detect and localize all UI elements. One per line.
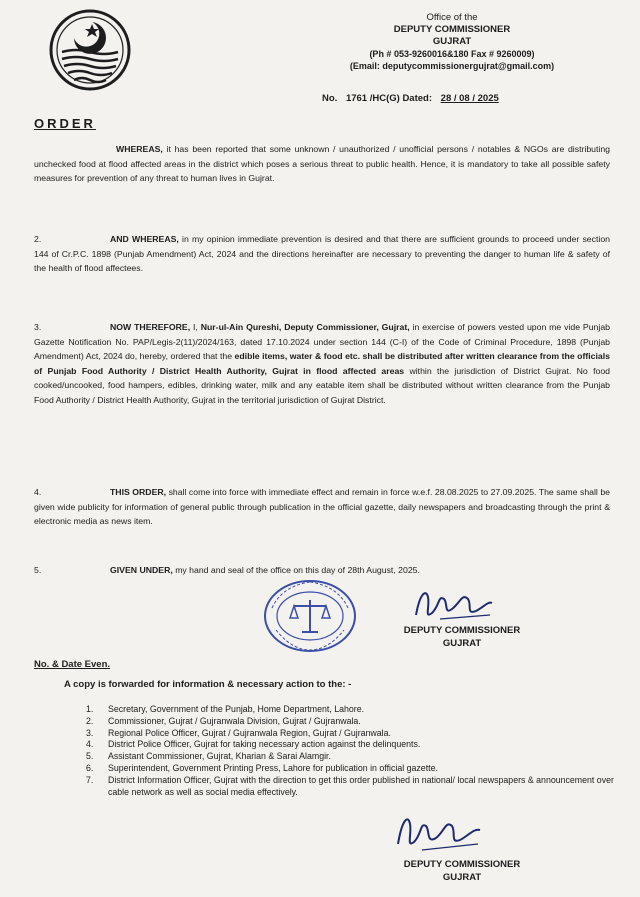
list-item: 4. District Police Officer, Gujrat for taking necessary action against the delinquents. [86, 739, 421, 750]
list-item: 2. Commissioner, Gujrat / Gujranwala Division, Gujrat / Gujranwala. [86, 715, 361, 726]
office-of-label: Office of the [426, 12, 478, 23]
list-item: 1. Secretary, Government of the Punjab, Home Department, Lahore. [86, 704, 365, 714]
paragraph-5 [34, 563, 610, 578]
office-title: DEPUTY COMMISSIONER [393, 24, 511, 35]
paragraph-1 [34, 142, 610, 186]
official-seal-stamp-icon [262, 578, 358, 654]
p3-text-b: in exercise of powers vested upon me vide Punjab Gazette Notification No. PAP/Legis-2(11)/2024/163, dated 17.10.2024 under section 144 (C-I) of the Code of Criminal Procedure, 1898 (Punjab Amendment) Act, 2024 do, hereby, ordered that the [34, 322, 610, 361]
p5-number: 5. [34, 565, 42, 575]
district-1: GUJRAT [442, 638, 482, 649]
office-district: GUJRAT [432, 36, 472, 47]
p2-text: in my opinion immediate prevention is desired and that there are sufficient grounds to proceed under section 144 of Cr.P.C. 1898 (Punjab Amendment) Act, 2024 and the directions hereinafter are necessary to preventing the danger to human life & safety of the health of flood affectees. [34, 234, 610, 273]
p2-lead: AND WHEREAS, [110, 234, 179, 244]
designation-2: DEPUTY COMMISSIONER [403, 859, 521, 870]
office-phone: (Ph # 053-9260016&180 Fax # 9260009) [369, 49, 535, 59]
p5-text: my hand and seal of the office on this day of 28th August, 2025. [175, 565, 420, 575]
list-item: 3. Regional Police Officer, Gujrat / Gujranwala Region, Gujrat / Gujranwala. [86, 727, 391, 738]
ref-no-label: No. [322, 93, 338, 104]
signature-block-2 [382, 858, 542, 884]
no-date-heading: No. & Date Even. [34, 659, 111, 670]
district-2: GUJRAT [442, 872, 482, 883]
list-item: 6. Superintendent, Government Printing Press, Lahore for publication in official gazette. [86, 762, 438, 773]
ref-date: 28 / 08 / 2025 [440, 93, 499, 104]
p2-number: 2. [34, 234, 42, 244]
p1-lead: WHEREAS, [116, 144, 163, 154]
p4-text: shall come into force with immediate effect and remain in force w.e.f. 28.08.2025 to 27.09.2025. The same shall be given wide publicity for information of general public through publication in the official gazette, daily newspapers and broadcasting through the print & electronic media as news item. [34, 487, 611, 526]
reference-number [322, 93, 499, 104]
office-header [292, 12, 612, 72]
distribution-list [86, 704, 616, 798]
signature-icon [392, 810, 487, 855]
p4-number: 4. [34, 487, 42, 497]
p5-lead: GIVEN UNDER, [110, 565, 173, 575]
order-title: ORDER [34, 116, 96, 131]
p3-text-a: I, [193, 322, 201, 332]
p1-text: it has been reported that some unknown / unauthorized / unofficial persons / notables & NGOs are distributing unchecked food at flood affected areas in the district which poses a serious threat to public health. Hence, it is mandatory to take all possible safety measures for prevention of any threat to human lives in Gujrat. [34, 144, 610, 183]
copy-forward-line: A copy is forwarded for information & necessary action to the: - [64, 679, 352, 690]
signature-block-1 [382, 624, 542, 650]
list-item: 5. Assistant Commissioner, Gujrat, Kharian & Sarai Alamgir. [86, 751, 331, 762]
office-email: (Email: deputycommissionergujrat@gmail.com) [349, 61, 555, 71]
ref-no-value: 1761 /HC(G) Dated: [345, 93, 433, 104]
paragraph-3 [34, 320, 610, 407]
p4-lead: THIS ORDER, [110, 487, 167, 497]
p3-name: Nur-ul-Ain Qureshi, Deputy Commissioner, Gujrat, [200, 322, 410, 332]
punjab-government-logo-icon [48, 8, 132, 92]
p3-number: 3. [34, 322, 42, 332]
paragraph-2 [34, 232, 610, 276]
designation-1: DEPUTY COMMISSIONER [403, 625, 521, 636]
p3-lead: NOW THEREFORE, [110, 322, 191, 332]
p3-bold-a: edible items, water & food etc. shall be distributed after written clearance from the officials of Punjab Food Authority / District Health Authority, Gujrat in flood affected areas [34, 351, 610, 376]
paragraph-4 [34, 485, 610, 529]
signature-icon [410, 585, 496, 625]
list-item: 7. District Information Officer, Gujrat with the direction to get this order published in national/ local newspapers & announcement over cable network as well as social media effectively. [86, 774, 614, 797]
p3-text-c: within the jurisdiction of District Gujrat. No food cooked/uncooked, food hampers, edibles, drinking water, milk and any eatable item shall be distributed without written clearance from the Punjab Food Authority / District Health Authority, Gujrat in the territorial jurisdiction of Gujrat District. [34, 365, 610, 405]
